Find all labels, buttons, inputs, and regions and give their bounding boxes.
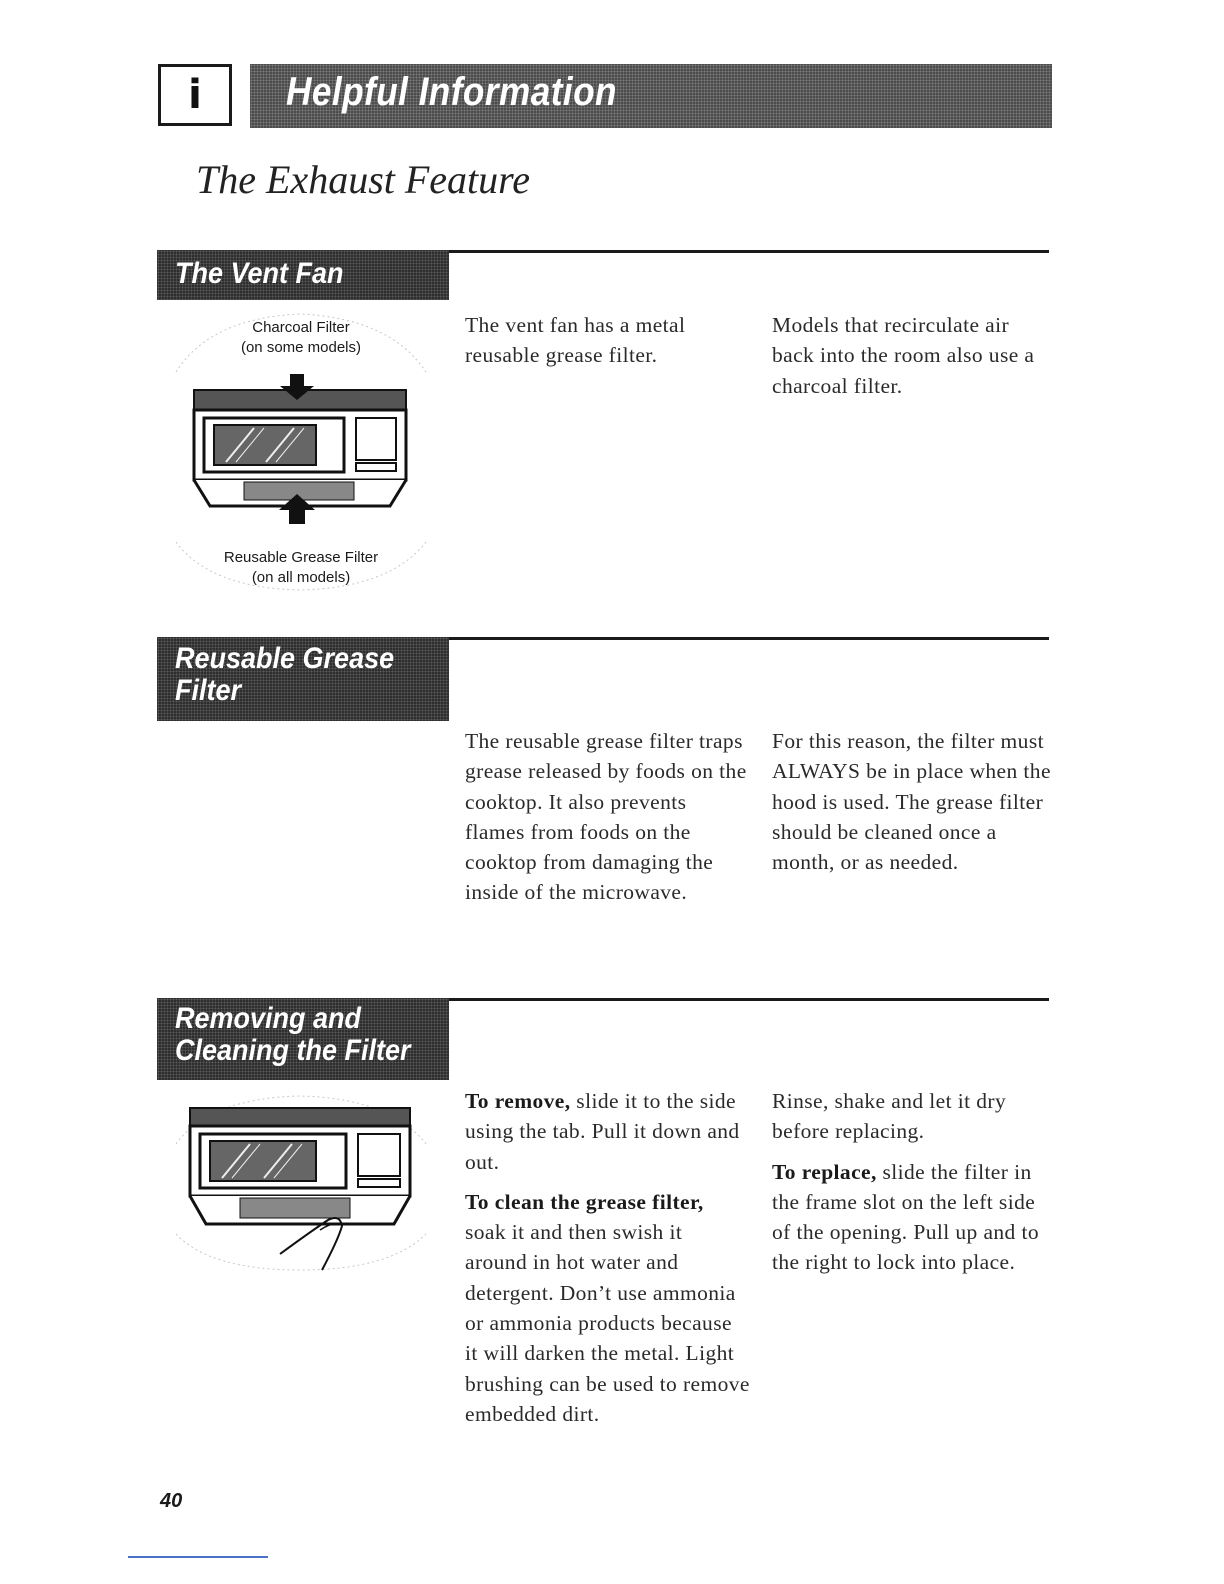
replace-text: slide the filter in the frame slot on the left side of the opening. Pull up and to the right to lock into place. [772, 1159, 1039, 1275]
remove-instructions [465, 1086, 750, 1177]
page-subtitle: The Exhaust Feature [196, 157, 531, 202]
removing-text-col1 [465, 1086, 750, 1429]
footer-rule [128, 1556, 268, 1558]
vent-fan-text-col2 [772, 310, 1052, 401]
charcoal-filter-label: Charcoal Filter [252, 319, 350, 336]
vent-fan-paragraph-1: The vent fan has a metal reusable grease filter. [465, 313, 686, 368]
microwave-filters-diagram [170, 312, 432, 592]
grease-filter-paragraph-1: The reusable grease filter traps grease released by foods on the cooktop. It also prevents flames from foods on the cooktop from damaging the inside of the microwave. [465, 729, 747, 905]
rinse-instructions: Rinse, shake and let it dry before replacing. [772, 1089, 1007, 1144]
replace-label: To replace, [772, 1159, 877, 1184]
removing-text-col2 [772, 1086, 1052, 1278]
page-number: 40 [160, 1490, 183, 1512]
info-icon [158, 64, 232, 126]
grease-filter-text-col2 [772, 726, 1052, 877]
vent-fan-paragraph-2: Models that recirculate air back into the room also use a charcoal filter. [772, 313, 1035, 398]
clean-label: To clean the grease filter, [465, 1189, 704, 1214]
section-title-vent-fan: The Vent Fan [175, 257, 344, 290]
vent-fan-text-col1 [465, 310, 745, 371]
grease-filter-note: (on all models) [251, 569, 351, 586]
section-title-grease-filter: Reusable Grease Filter [175, 642, 395, 707]
remove-text: slide it to the side using the tab. Pull it down and out. [465, 1089, 740, 1174]
info-icon-letter: i [188, 72, 202, 118]
page-title: Helpful Information [286, 70, 618, 114]
header-bar [250, 64, 1052, 128]
clean-instructions [465, 1187, 750, 1429]
replace-instructions [772, 1157, 1052, 1278]
filter-removal-svg [170, 1094, 432, 1274]
charcoal-filter-caption [170, 318, 432, 358]
grease-filter-paragraph-2: For this reason, the filter must ALWAYS be in place when the hood is used. The grease filter should be cleaned once a month, or as needed. [772, 729, 1051, 875]
remove-label: To remove, [465, 1089, 571, 1113]
grease-filter-label: Reusable Grease Filter [223, 549, 379, 566]
section-label-grease-filter [157, 637, 449, 721]
section-title-removing: Removing and Cleaning the Filter [175, 1002, 411, 1067]
clean-text: soak it and then swish it around in hot water and detergent. Don’t use ammonia or ammonia products because it will darken the metal. Light brushing can be used to remove embedded dirt. [465, 1220, 750, 1426]
section-divider [449, 998, 1049, 1001]
section-divider [449, 250, 1049, 253]
section-label-vent-fan [157, 250, 449, 300]
section-label-removing [157, 998, 449, 1080]
section-divider [449, 637, 1049, 640]
grease-filter-caption [170, 548, 432, 588]
charcoal-filter-note: (on some models) [240, 339, 362, 356]
grease-filter-text-col1 [465, 726, 750, 908]
filter-removal-diagram [170, 1094, 432, 1274]
